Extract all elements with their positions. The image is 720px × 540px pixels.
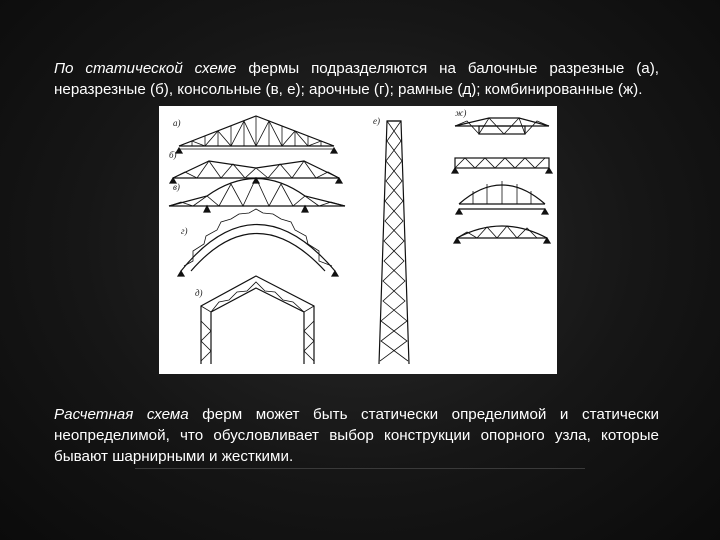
term-static-scheme: По статической схеме [54, 60, 237, 77]
label-e: е) [373, 116, 380, 126]
label-v: в) [173, 182, 180, 192]
paragraph-design-scheme-text: ферм может быть статически определимой и статически неопределимой, что обусловливает выбор конструкции опорного узла, которые бывают шарнирными и жесткими. [54, 406, 659, 465]
truss-e-diagram [373, 116, 409, 364]
label-d: д) [195, 288, 203, 298]
paragraph-static-scheme-text: фермы подразделяются на балочные разрезные (а), неразрезные (б), консольные (в, е); арочные (г); рамные (д); комбинированные (ж). [54, 60, 660, 98]
bottom-divider [135, 468, 585, 469]
label-b: б) [169, 150, 177, 160]
truss-zh-diagram [452, 108, 552, 243]
truss-a-diagram [173, 116, 337, 153]
truss-d-diagram [195, 276, 314, 364]
truss-types-figure [159, 106, 557, 374]
paragraph-design-scheme [54, 404, 659, 467]
label-zh: ж) [455, 108, 467, 118]
paragraph-static-scheme [54, 58, 659, 100]
truss-g-diagram [178, 209, 338, 276]
label-g: г) [181, 226, 188, 236]
label-a: а) [173, 118, 181, 128]
term-design-scheme: Расчетная схема [54, 406, 189, 423]
